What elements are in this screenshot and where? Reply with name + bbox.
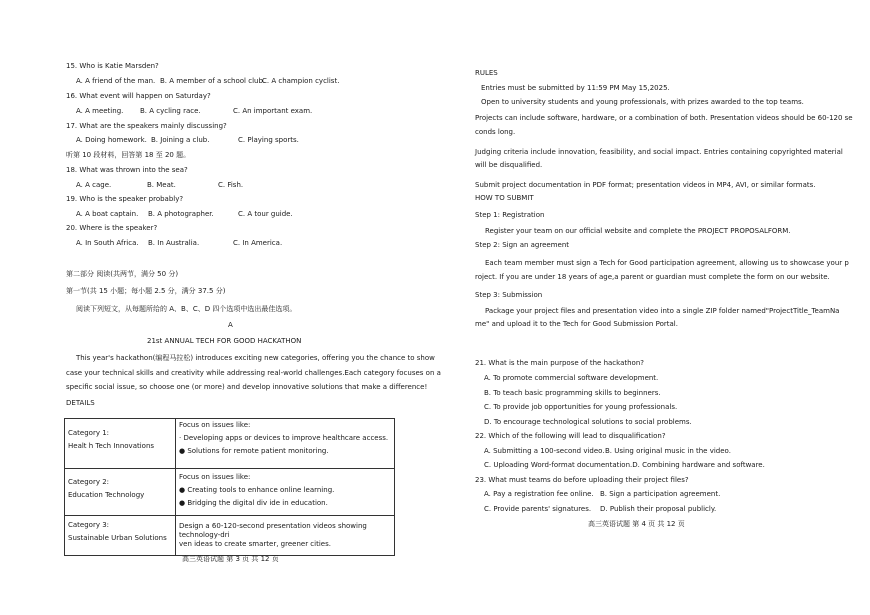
question-18: 18. What was thrown into the sea?	[66, 166, 188, 174]
category-name: Sustainable Urban Solutions	[68, 534, 167, 542]
reading-instruction: 阅读下列短文，从每题所给的 A、B、C、D 四个选项中选出最佳选项。	[76, 305, 297, 313]
q16-option-c: C. An important exam.	[233, 107, 313, 115]
q22-option-b: B. Using original music in the video.	[605, 447, 731, 455]
details-label: DETAILS	[66, 399, 95, 407]
q22-option-a: A. Submitting a 100-second video.	[484, 447, 605, 455]
rules-line-7: Submit project documentation in PDF format; presentation videos in MP4, AVI, or similar formats.	[475, 181, 816, 189]
focus-label: Focus on issues like:	[179, 421, 251, 429]
q20-option-b: B. In Australia.	[148, 239, 200, 247]
focus-text-continued: ven ideas to create smarter, greener cities.	[179, 540, 331, 548]
q17-option-c: C. Playing sports.	[238, 136, 299, 144]
category-name: Education Technology	[68, 491, 145, 499]
q16-option-a: A. A meeting.	[76, 107, 124, 115]
step2-line-2: roject. If you are under 18 years of age,a parent or guardian must complete the form on our website.	[475, 273, 830, 281]
question-23: 23. What must teams do before uploading their project files?	[475, 476, 689, 484]
step1-text: Register your team on our official website and complete the PROJECT PROPOSALFORM.	[485, 227, 791, 235]
q16-option-b: B. A cycling race.	[140, 107, 201, 115]
q21-option-c: C. To provide job opportunities for young professionals.	[484, 403, 678, 411]
q15-option-b: B. A member of a school club.	[160, 77, 266, 85]
q17-option-a: A. Doing homework.	[76, 136, 147, 144]
left-page-footer: 高三英语试题 第 3 页 共 12 页	[182, 555, 279, 563]
q23-option-c: C. Provide parents' signatures.	[484, 505, 592, 513]
focus-cell	[176, 516, 395, 556]
q19-option-c: C. A tour guide.	[238, 210, 293, 218]
q23-option-b: B. Sign a participation agreement.	[600, 490, 721, 498]
question-16: 16. What event will happen on Saturday?	[66, 92, 211, 100]
q22-options-cd: C. Uploading Word-format documentation.D. Combining hardware and software.	[484, 461, 765, 469]
rules-line-6: will be disqualified.	[475, 161, 543, 169]
focus-item: ● Creating tools to enhance online learning.	[179, 486, 335, 494]
focus-cell	[176, 469, 395, 516]
category-number: Category 3:	[68, 521, 110, 529]
q17-option-b: B. Joining a club.	[151, 136, 210, 144]
rules-title: RULES	[475, 69, 498, 77]
q21-option-a: A. To promote commercial software development.	[484, 374, 659, 382]
category-cell	[65, 419, 176, 469]
question-15: 15. Who is Katie Marsden?	[66, 62, 159, 70]
section1-title: 第一节(共 15 小题；每小题 2.5 分，满分 37.5 分)	[66, 287, 226, 295]
step1-title: Step 1: Registration	[475, 211, 545, 219]
question-22: 22. Which of the following will lead to disqualification?	[475, 432, 666, 440]
part2-title: 第二部分 阅读(共两节，满分 50 分)	[66, 270, 179, 278]
right-page-footer: 高三英语试题 第 4 页 共 12 页	[588, 520, 685, 528]
step2-line-1: Each team member must sign a Tech for Good participation agreement, allowing us to showcase your p	[485, 259, 849, 267]
question-17: 17. What are the speakers mainly discussing?	[66, 122, 227, 130]
intro-line-2: case your technical skills and creativity while addressing real-world challenges.Each category focuses on a	[66, 369, 441, 377]
rules-line-5: Judging criteria include innovation, feasibility, and social impact. Entries containing copyrighted material	[475, 148, 843, 156]
passage-letter: A	[228, 321, 233, 329]
intro-line-3: specific social issue, so choose one (or more) and develop innovative solutions that make a difference!	[66, 383, 428, 391]
rules-line-4: conds long.	[475, 128, 516, 136]
q19-option-a: A. A boat captain.	[76, 210, 139, 218]
category-name: Healt h Tech Innovations	[68, 442, 155, 450]
q19-option-b: B. A photographer.	[148, 210, 214, 218]
question-20: 20. Where is the speaker?	[66, 224, 158, 232]
focus-item: · Developing apps or devices to improve healthcare access.	[179, 434, 389, 442]
step3-line-2: me" and upload it to the Tech for Good Submission Portal.	[475, 320, 678, 328]
question-19: 19. Who is the speaker probably?	[66, 195, 184, 203]
rules-line-3: Projects can include software, hardware, or a combination of both. Presentation videos should be 60-120 se	[475, 114, 853, 122]
rules-line-2: Open to university students and young professionals, with prizes awarded to the top teams.	[481, 98, 804, 106]
focus-text: Design a 60-120-second presentation videos showing technology-dri	[179, 522, 367, 539]
q20-option-a: A. In South Africa.	[76, 239, 139, 247]
focus-label: Focus on issues like:	[179, 473, 251, 481]
q23-option-d: D. Publish their proposal publicly.	[600, 505, 717, 513]
intro-line-1: This year's hackathon(编程马拉松) introduces exciting new categories, offering you the chance to show	[76, 354, 435, 362]
rules-line-1: Entries must be submitted by 11:59 PM May 15,2025.	[481, 84, 670, 92]
focus-cell	[176, 419, 395, 469]
q20-option-c: C. In America.	[233, 239, 283, 247]
category-number: Category 1:	[68, 429, 110, 437]
step2-title: Step 2: Sign an agreement	[475, 241, 570, 249]
step3-line-1: Package your project files and presentation video into a single ZIP folder named"ProjectTitle_TeamNa	[485, 307, 840, 315]
q21-option-b: B. To teach basic programming skills to beginners.	[484, 389, 661, 397]
passage-title: 21st ANNUAL TECH FOR GOOD HACKATHON	[147, 337, 302, 345]
q23-option-a: A. Pay a registration fee online.	[484, 490, 594, 498]
q18-option-b: B. Meat.	[147, 181, 176, 189]
table-row	[65, 469, 395, 516]
category-number: Category 2:	[68, 478, 110, 486]
focus-item: ● Solutions for remote patient monitoring.	[179, 447, 329, 455]
details-table	[64, 418, 395, 556]
table-row	[65, 419, 395, 469]
step3-title: Step 3: Submission	[475, 291, 543, 299]
q15-option-c: C. A champion cyclist.	[262, 77, 340, 85]
category-cell	[65, 516, 176, 556]
q15-option-a: A. A friend of the man.	[76, 77, 156, 85]
listening-note: 听第 10 段材料，回答第 18 至 20 题。	[66, 151, 191, 159]
focus-item: ● Bridging the digital div ide in education.	[179, 499, 328, 507]
q18-option-a: A. A cage.	[76, 181, 112, 189]
how-to-submit-title: HOW TO SUBMIT	[475, 194, 534, 202]
q18-option-c: C. Fish.	[218, 181, 244, 189]
question-21: 21. What is the main purpose of the hackathon?	[475, 359, 644, 367]
category-cell	[65, 469, 176, 516]
table-row	[65, 516, 395, 556]
q21-option-d: D. To encourage technological solutions to social problems.	[484, 418, 692, 426]
